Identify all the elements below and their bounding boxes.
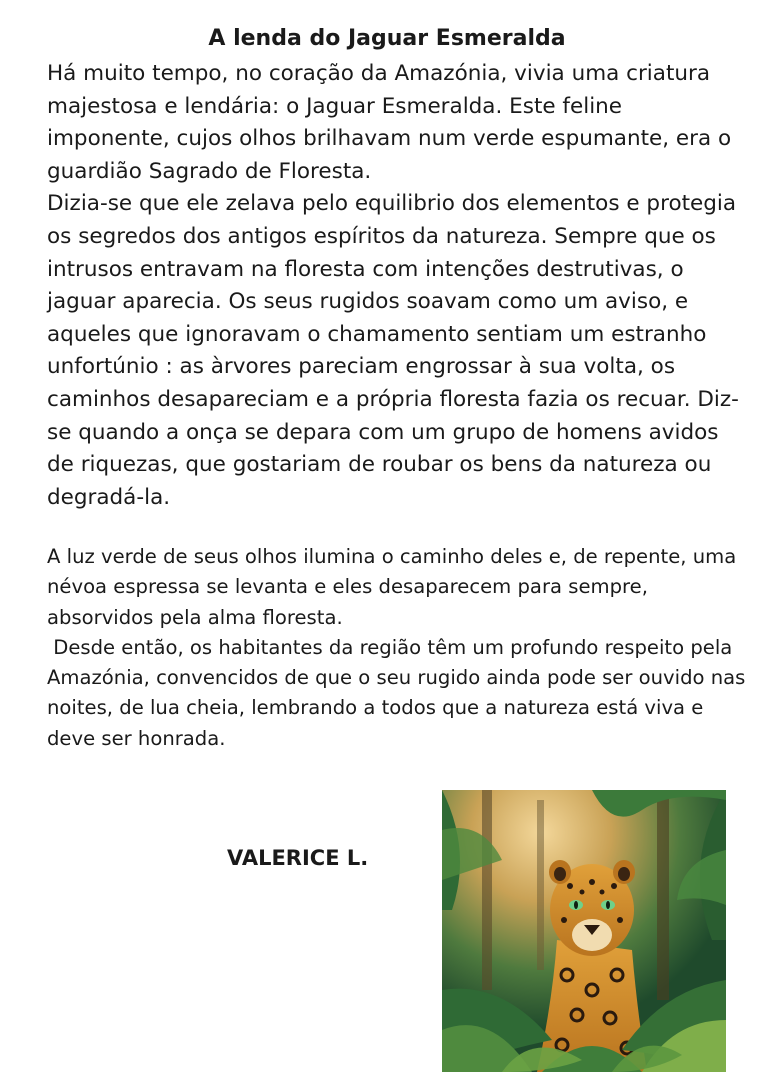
story-paragraph-1 bbox=[47, 58, 747, 514]
jaguar-illustration bbox=[442, 790, 726, 1072]
author-signature: VALERICE L. bbox=[227, 846, 369, 870]
jaguar-jungle-painting bbox=[442, 790, 726, 1072]
story-paragraph-1-part-2: Dizia-se que ele zelava pelo equilibrio dos elementos e protegia os segredos dos antigos espíritos da natureza. Sempre que os intrusos entravam na floresta com intenções destrutivas, o jaguar aparecia. Os seus rugidos soavam como um aviso, e aqueles que ignoravam o chamamento sentiam um estranho unfortúnio : as àrvores pareciam engrossar à sua volta, os caminhos desapareciam e a própria floresta fazia os recuar. Diz-se quando a onça se depara com um grupo de homens avidos de riquezas, que gostariam de roubar os bens da natureza ou degradá-la. bbox=[47, 191, 739, 510]
story-paragraph-1-part-1: Há muito tempo, no coração da Amazónia, vivia uma criatura majestosa e lendária: o Jaguar Esmeralda. Este feline imponente, cujos olhos brilhavam num verde espumante, era o guardião Sagrado de Floresta. bbox=[47, 61, 732, 184]
story-paragraph-2-part-2: Desde então, os habitantes da região têm um profundo respeito pela Amazónia, convencidos de que o seu rugido ainda pode ser ouvido nas noites, de lua cheia, lembrando a todos que a natureza está viva e deve ser honrada. bbox=[47, 635, 752, 750]
document-title: A lenda do Jaguar Esmeralda bbox=[208, 26, 566, 51]
story-paragraph-2 bbox=[47, 542, 752, 754]
story-paragraph-2-part-1: A luz verde de seus olhos ilumina o caminho deles e, de repente, uma névoa espressa se levanta e eles desaparecem para sempre, absorvidos pela alma floresta. bbox=[47, 545, 737, 629]
